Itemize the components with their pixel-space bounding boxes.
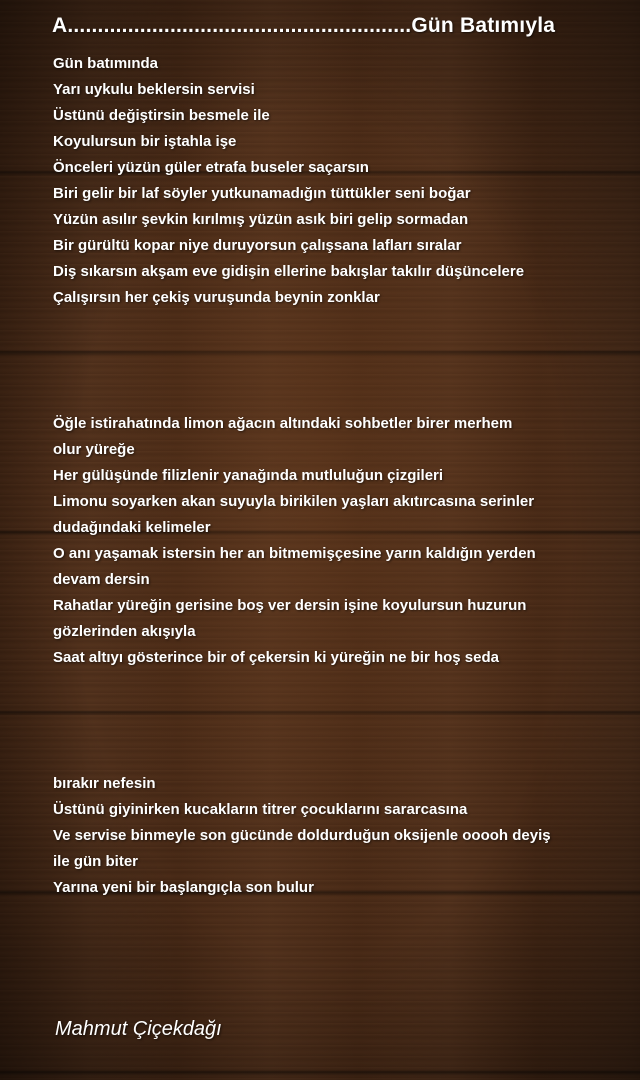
poem-stanza-3 <box>53 771 613 901</box>
poem-line: ile gün biter <box>53 853 139 870</box>
poem-line: Saat altıyı gösterince bir of çekersin ki yüreğin ne bir hoş seda <box>53 649 499 666</box>
poem-line: devam dersin <box>53 571 150 588</box>
poem-line: Üstünü değiştirsin besmele ile <box>53 107 270 124</box>
poem-line: bırakır nefesin <box>53 775 156 792</box>
poem-author: Mahmut Çiçekdağı <box>55 1018 222 1040</box>
poem-line: Bir gürültü kopar niye duruyorsun çalışsana lafları sıralar <box>53 237 462 254</box>
poem-line: olur yüreğe <box>53 441 135 458</box>
poem-line: Gün batımında <box>53 55 158 72</box>
poem-line: Ve servise binmeyle son gücünde doldurduğun oksijenle ooooh deyiş <box>53 827 551 844</box>
poem-line: Her gülüşünde filizlenir yanağında mutluluğun çizgileri <box>53 467 444 484</box>
poem-line: Rahatlar yüreğin gerisine boş ver dersin işine koyulursun huzurun <box>53 597 527 614</box>
poem-line: Yüzün asılır şevkin kırılmış yüzün asık biri gelip sormadan <box>53 211 469 228</box>
poem-line: Limonu soyarken akan suyuyla birikilen yaşları akıtırcasına serinler <box>53 493 535 510</box>
poem-line: Koyulursun bir iştahla işe <box>53 133 237 150</box>
poem-line: Çalışırsın her çekiş vuruşunda beynin zonklar <box>53 289 380 306</box>
poem-line: Önceleri yüzün güler etrafa buseler saçarsın <box>53 159 369 176</box>
poem-line: Diş sıkarsın akşam eve gidişin ellerine bakışlar takılır düşüncelere <box>53 263 525 280</box>
poem-line: dudağındaki kelimeler <box>53 519 211 536</box>
poem-title: A.........................................................Gün Batımıyla <box>52 14 556 37</box>
poem-line: gözlerinden akışıyla <box>53 623 196 640</box>
poem-stanza-2 <box>53 411 613 671</box>
poem-line: O anı yaşamak istersin her an bitmemişçesine yarın kaldığın yerden <box>53 545 536 562</box>
poem-line: Biri gelir bir laf söyler yutkunamadığın tüttükler seni boğar <box>53 185 471 202</box>
poem-stanza-1 <box>53 51 613 311</box>
poem-line: Yarı uykulu beklersin servisi <box>53 81 255 98</box>
poem-line: Öğle istirahatında limon ağacın altındaki sohbetler birer merhem <box>53 415 513 432</box>
poem-line: Yarına yeni bir başlangıçla son bulur <box>53 879 314 896</box>
poem-line: Üstünü giyinirken kucakların titrer çocuklarını sararcasına <box>53 801 468 818</box>
